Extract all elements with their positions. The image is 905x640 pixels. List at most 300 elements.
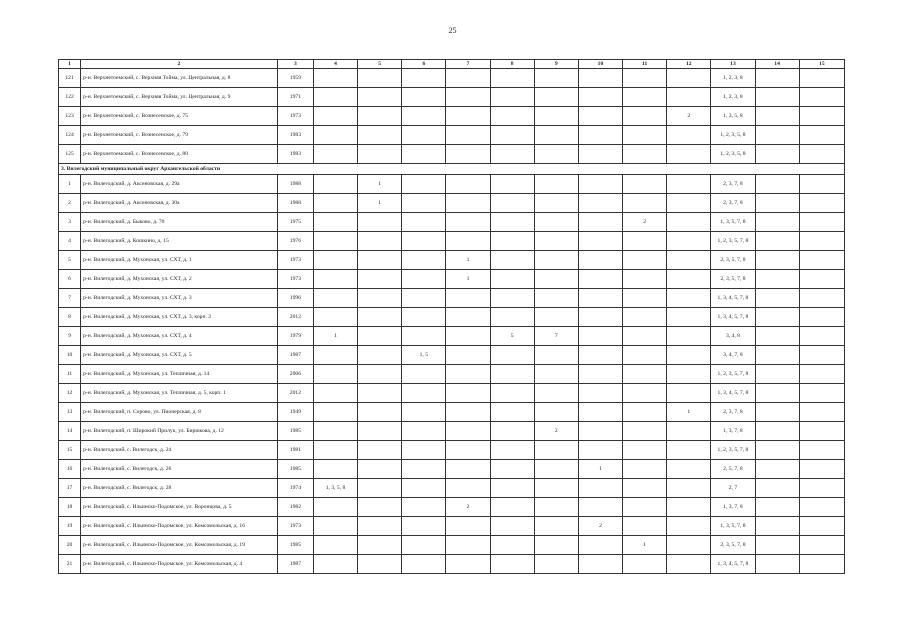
column-header-1: 1 [59,60,81,69]
table-cell [623,479,667,498]
table-cell [490,107,534,126]
table-cell: 1 [578,460,622,479]
table-cell [490,213,534,232]
table-cell [623,232,667,251]
table-cell [755,498,799,517]
table-cell [623,194,667,213]
table-cell [799,479,844,498]
table-row [59,365,845,384]
table-cell [623,327,667,346]
table-cell [578,346,622,365]
table-cell: 2, 3, 5, 7, 8 [711,270,755,289]
row-number-cell: 16 [59,460,81,479]
year-cell: 1985 [277,460,313,479]
table-cell [402,327,446,346]
table-cell [446,88,490,107]
table-row [59,441,845,460]
address-cell: р-н. Вилегодский, с. Ильинско-Подомское, ул. Комсомольская, д. 4 [81,555,278,574]
table-cell [755,194,799,213]
address-cell: р-н. Верхнетоемский, с. Вознесенское, д. 75 [81,107,278,126]
column-header-10: 10 [578,60,622,69]
year-cell: 1974 [277,479,313,498]
row-number-cell: 20 [59,536,81,555]
table-row [59,145,845,164]
table-cell: 2, 3, 7, 8 [711,403,755,422]
table-cell [402,194,446,213]
address-cell: р-н. Вилегодский, с. Ильинско-Подомское, ул. Комсомольская, д. 16 [81,517,278,536]
table-cell [313,403,357,422]
table-cell [358,107,402,126]
address-cell: р-н. Вилегодский, д. Мухонская, ул. СХТ, д. 3 [81,289,278,308]
table-cell [358,498,402,517]
table-cell: 1 [446,270,490,289]
table-cell [313,126,357,145]
table-cell [358,422,402,441]
table-cell [755,346,799,365]
table-cell [358,270,402,289]
row-number-cell: 15 [59,441,81,460]
table-cell: 3, 4, 8 [711,327,755,346]
table-cell: 1 [313,327,357,346]
table-row [59,194,845,213]
table-cell [578,403,622,422]
year-cell: 1985 [277,536,313,555]
table-cell [534,403,578,422]
table-cell [490,365,534,384]
table-cell [534,460,578,479]
table-cell [755,251,799,270]
table-cell [667,175,711,194]
address-cell: р-н. Вилегодский, д. Мухонская, ул. Тепличная, д. 14 [81,365,278,384]
table-cell [667,460,711,479]
table-cell [446,422,490,441]
table-cell [578,422,622,441]
table-cell [799,441,844,460]
year-cell: 1981 [277,441,313,460]
table-cell [755,403,799,422]
table-cell [358,517,402,536]
row-number-cell: 19 [59,517,81,536]
table-cell [313,194,357,213]
table-cell [534,213,578,232]
address-cell: р-н. Вилегодский, с. Вилегодск, д. 28 [81,479,278,498]
table-row [59,555,845,574]
table-cell: 1 [358,194,402,213]
table-row [59,251,845,270]
table-cell [402,498,446,517]
table-cell [313,107,357,126]
table-cell [313,69,357,88]
table-cell [578,232,622,251]
table-cell: 3, 4, 7, 8 [711,346,755,365]
table-cell [578,194,622,213]
column-header-7: 7 [446,60,490,69]
table-cell: 5 [490,327,534,346]
table-cell [578,555,622,574]
year-cell: 1979 [277,327,313,346]
table-cell: 2, 7 [711,479,755,498]
table-row [59,422,845,441]
column-header-5: 5 [358,60,402,69]
address-cell: р-н. Вилегодский, д. Мухонская, ул. СХТ, д. 5 [81,346,278,365]
table-cell: 1, 3, 5, 8 [313,479,357,498]
year-cell: 1982 [277,498,313,517]
table-cell [358,536,402,555]
table-cell [358,289,402,308]
table-cell [623,517,667,536]
table-cell: 1, 3, 5, 7, 8 [711,213,755,232]
table-cell [490,232,534,251]
table-cell [667,126,711,145]
table-cell [578,479,622,498]
table-cell [534,145,578,164]
table-cell [358,555,402,574]
table-cell [534,308,578,327]
row-number-cell: 4 [59,232,81,251]
table-cell [446,289,490,308]
table-row [59,175,845,194]
address-cell: р-н. Вилегодский, с. Вилегодск, д. 24 [81,441,278,460]
table-cell [623,175,667,194]
table-cell [667,270,711,289]
table-cell [534,126,578,145]
table-cell [534,251,578,270]
year-cell: 1971 [277,88,313,107]
table-cell [446,126,490,145]
table-cell [534,232,578,251]
table-cell [799,346,844,365]
table-cell: 1, 3, 5, 7, 8 [711,517,755,536]
table-cell [623,422,667,441]
column-header-6: 6 [402,60,446,69]
table-cell: 2, 5, 7, 8 [711,460,755,479]
year-cell: 1988 [277,194,313,213]
table-cell [667,536,711,555]
table-cell [490,308,534,327]
table-cell: 1, 2, 3, 5, 7, 8 [711,232,755,251]
table-cell: 1, 2, 3, 8 [711,69,755,88]
row-number-cell: 17 [59,479,81,498]
table-cell: 1, 2, 3, 8 [711,88,755,107]
table-cell [578,126,622,145]
table-cell [667,479,711,498]
table-cell [755,441,799,460]
row-number-cell: 14 [59,422,81,441]
table-cell [578,441,622,460]
row-number-cell: 124 [59,126,81,145]
table-cell: 2, 3, 7, 8 [711,175,755,194]
table-row [59,327,845,346]
table-cell [313,422,357,441]
table-cell [578,175,622,194]
table-cell [755,145,799,164]
address-cell: р-н. Верхнетоемский, с. Вознесенское, д. 80 [81,145,278,164]
table-cell [446,107,490,126]
address-cell: р-н. Верхнетоемский, с. Вознесенское, д. 79 [81,126,278,145]
table-cell [667,145,711,164]
table-cell [623,251,667,270]
table-cell [667,384,711,403]
table-cell [446,403,490,422]
table-cell [358,126,402,145]
table-cell [402,145,446,164]
table-cell [755,213,799,232]
row-number-cell: 21 [59,555,81,574]
table-cell [799,88,844,107]
table-cell [534,69,578,88]
table-cell [402,88,446,107]
table-cell [667,232,711,251]
table-row [59,232,845,251]
table-cell [490,422,534,441]
table-cell [667,194,711,213]
table-cell: 1, 2, 3, 5, 8 [711,145,755,164]
address-cell: р-н. Вилегодский, д. Быково, д. 70 [81,213,278,232]
address-cell: р-н. Верхнетоемский, с. Верхняя Тойма, ул. Центральная, д. 8 [81,69,278,88]
table-cell [534,270,578,289]
section-title: 3. Вилегодский муниципальный округ Архангельской области [59,164,845,175]
table-cell [402,536,446,555]
column-header-12: 12 [667,60,711,69]
table-cell [490,126,534,145]
table-cell [490,88,534,107]
table-cell: 1, 3, 4, 5, 7, 8 [711,289,755,308]
year-cell: 1973 [277,517,313,536]
address-cell: р-н. Вилегодский, д. Аксеновская, д. 30а [81,194,278,213]
table-cell [534,517,578,536]
table-cell [667,517,711,536]
column-header-11: 11 [623,60,667,69]
table-row [59,126,845,145]
table-cell: 1 [667,403,711,422]
table-cell [534,88,578,107]
table-cell [799,251,844,270]
table-cell [799,517,844,536]
table-cell: 1, 3, 7, 8 [711,422,755,441]
table-cell [799,213,844,232]
table-row [59,289,845,308]
table-cell [623,346,667,365]
table-cell [313,555,357,574]
table-cell [799,555,844,574]
year-cell: 1959 [277,69,313,88]
table-cell [667,365,711,384]
table-cell [313,270,357,289]
table-cell [667,213,711,232]
table-cell [358,69,402,88]
table-cell [402,232,446,251]
table-cell: 1 [358,175,402,194]
table-cell [446,555,490,574]
row-number-cell: 2 [59,194,81,213]
table-cell: 1, 2, 3, 5, 7, 8 [711,365,755,384]
table-cell [446,175,490,194]
year-cell: 1983 [277,126,313,145]
address-cell: р-н. Вилегодский, д. Мухонская, ул. СХТ, д. 2 [81,270,278,289]
table-cell [755,175,799,194]
table-row [59,69,845,88]
table-cell [667,69,711,88]
row-number-cell: 1 [59,175,81,194]
address-cell: р-н. Вилегодский, д. Мухонская, ул. СХТ, д. 1 [81,251,278,270]
table-cell [446,479,490,498]
table-cell [402,289,446,308]
table-cell [358,232,402,251]
table-cell [799,308,844,327]
address-cell: р-н. Вилегодский, п. Широкий Прилук, ул. Бирюкова, д. 12 [81,422,278,441]
table-cell [534,384,578,403]
year-cell: 1983 [277,145,313,164]
table-cell [402,555,446,574]
table-cell [755,460,799,479]
table-row [59,308,845,327]
table-cell [799,69,844,88]
table-cell [799,384,844,403]
table-cell [578,327,622,346]
table-cell [755,308,799,327]
table-cell [402,69,446,88]
row-number-cell: 121 [59,69,81,88]
column-header-3: 3 [277,60,313,69]
table-cell [667,289,711,308]
table-cell [623,107,667,126]
table-cell [799,498,844,517]
table-cell [667,498,711,517]
table-cell [402,384,446,403]
table-cell [358,365,402,384]
table-cell [534,479,578,498]
table-cell [402,365,446,384]
address-cell: р-н. Вилегодский, д. Мухонская, ул. Тепличная, д. 5, корп. 1 [81,384,278,403]
column-header-4: 4 [313,60,357,69]
table-cell: 1, 3, 4, 5, 7, 8 [711,555,755,574]
year-cell: 1996 [277,289,313,308]
table-cell [313,365,357,384]
table-row [59,498,845,517]
table-cell: 7 [534,327,578,346]
table-cell [534,107,578,126]
row-number-cell: 10 [59,346,81,365]
table-cell [446,327,490,346]
table-cell [313,175,357,194]
table-cell [358,479,402,498]
table-cell [446,536,490,555]
address-cell: р-н. Вилегодский, с. Ильинско-Подомское, ул. Воронцова, д. 5 [81,498,278,517]
column-header-2: 2 [81,60,278,69]
address-cell: р-н. Верхнетоемский, с. Верхняя Тойма, ул. Центральная, д. 9 [81,88,278,107]
table-cell [667,327,711,346]
table-cell [755,289,799,308]
table-cell [358,327,402,346]
table-cell [490,460,534,479]
table-cell [490,145,534,164]
table-cell [623,145,667,164]
year-cell: 1973 [277,107,313,126]
row-number-cell: 9 [59,327,81,346]
row-number-cell: 123 [59,107,81,126]
table-cell [534,194,578,213]
table-cell [490,289,534,308]
table-cell [667,251,711,270]
table-cell [667,555,711,574]
table-cell [402,107,446,126]
column-header-9: 9 [534,60,578,69]
table-cell [667,346,711,365]
table-cell [799,460,844,479]
table-cell: 1 [446,251,490,270]
table-cell [490,479,534,498]
table-cell [755,422,799,441]
table-cell [313,441,357,460]
table-cell [534,536,578,555]
table-cell [402,517,446,536]
table-row [59,107,845,126]
table-row [59,213,845,232]
table-row [59,270,845,289]
address-cell: р-н. Вилегодский, д. Кошкино, д. 15 [81,232,278,251]
table-cell: 1 [623,536,667,555]
table-cell [534,555,578,574]
table-cell: 2, 3, 5, 7, 8 [711,536,755,555]
address-cell: р-н. Вилегодский, с. Вилегодск, д. 26 [81,460,278,479]
table-cell [490,175,534,194]
table-cell [358,88,402,107]
table-cell [534,289,578,308]
table-cell [358,441,402,460]
table-cell [578,536,622,555]
table-cell [358,213,402,232]
table-cell [623,126,667,145]
column-header-8: 8 [490,60,534,69]
table-cell [534,346,578,365]
table-cell [313,536,357,555]
table-cell [490,517,534,536]
table-cell [446,346,490,365]
table-cell [623,365,667,384]
table-cell [446,213,490,232]
table-cell [313,460,357,479]
column-header-14: 14 [755,60,799,69]
year-cell: 1987 [277,346,313,365]
table-cell [402,403,446,422]
table-cell [578,384,622,403]
table-cell: 1, 2, 3, 5, 8 [711,126,755,145]
table-cell [623,384,667,403]
table-cell [623,460,667,479]
table-cell [313,308,357,327]
table-cell [755,517,799,536]
year-cell: 2012 [277,384,313,403]
table-cell [578,88,622,107]
table-row [59,88,845,107]
table-cell [623,308,667,327]
table-cell [402,460,446,479]
table-cell [578,145,622,164]
row-number-cell: 5 [59,251,81,270]
table-cell [755,107,799,126]
address-cell: р-н. Вилегодский, д. Мухонская, ул. СХТ, д. 3, корп. 2 [81,308,278,327]
table-cell [402,479,446,498]
table-row [59,479,845,498]
table-cell: 1, 2, 3, 5, 7, 8 [711,441,755,460]
table-cell [623,289,667,308]
table-cell [667,422,711,441]
table-cell [755,365,799,384]
table-cell [402,308,446,327]
table-cell [623,498,667,517]
table-cell [534,441,578,460]
table-cell [402,251,446,270]
